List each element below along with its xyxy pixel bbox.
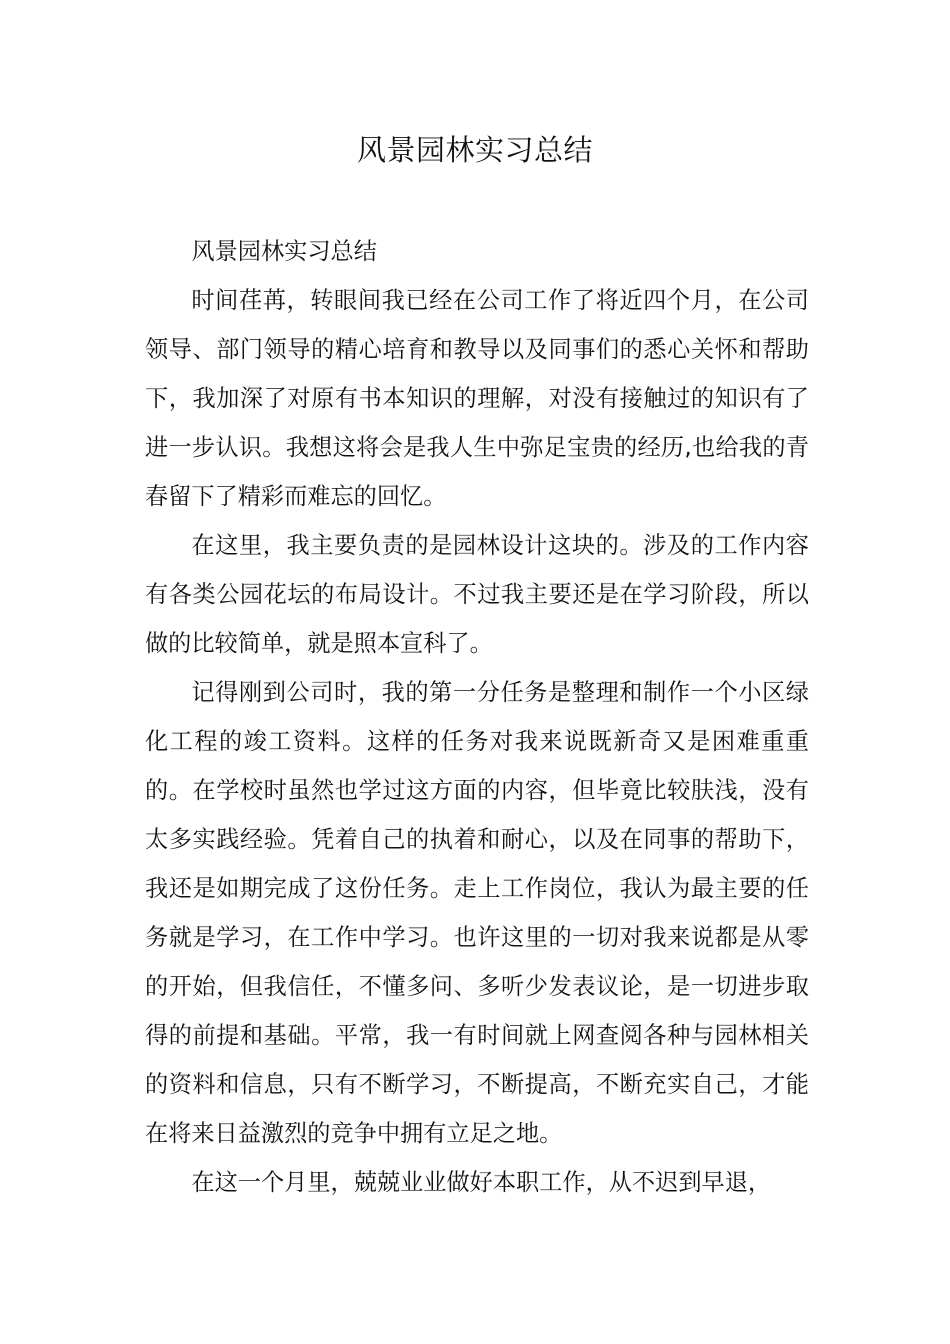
paragraph: 记得刚到公司时，我的第一分任务是整理和制作一个小区绿化工程的竣工资料。这样的任务对我来说既新奇又是困难重重的。在学校时虽然也学过这方面的内容，但毕竟比较肤浅，没有太多实践经验。凭着自己的执着和耐心，以及在同事的帮助下，我还是如期完成了这份任务。走上工作岗位，我认为最主要的任务就是学习，在工作中学习。也许这里的一切对我来说都是从零的开始，但我信任，不懂多问、多听少发表议论，是一切进步取得的前提和基础。平常，我一有时间就上网查阅各种与园林相关的资料和信息，只有不断学习，不断提高，不断充实自己，才能在将来日益激烈的竞争中拥有立足之地。 — [145, 679, 809, 1147]
document-body — [145, 227, 809, 1207]
paragraph: 在这里，我主要负责的是园林设计这块的。涉及的工作内容有各类公园花坛的布局设计。不过我主要还是在学习阶段，所以做的比较简单，就是照本宣科了。 — [145, 532, 809, 657]
document-title: 风景园林实习总结 — [356, 133, 593, 167]
paragraph: 在这一个月里，兢兢业业做好本职工作，从不迟到早退， — [191, 1169, 772, 1196]
paragraph: 时间荏苒，转眼间我已经在公司工作了将近四个月，在公司领导、部门领导的精心培育和教导以及同事们的悉心关怀和帮助下，我加深了对原有书本知识的理解，对没有接触过的知识有了进一步认识。我想这将会是我人生中弥足宝贵的经历,也给我的青春留下了精彩而难忘的回忆。 — [145, 287, 809, 510]
paragraph-heading: 风景园林实习总结 — [191, 238, 377, 265]
